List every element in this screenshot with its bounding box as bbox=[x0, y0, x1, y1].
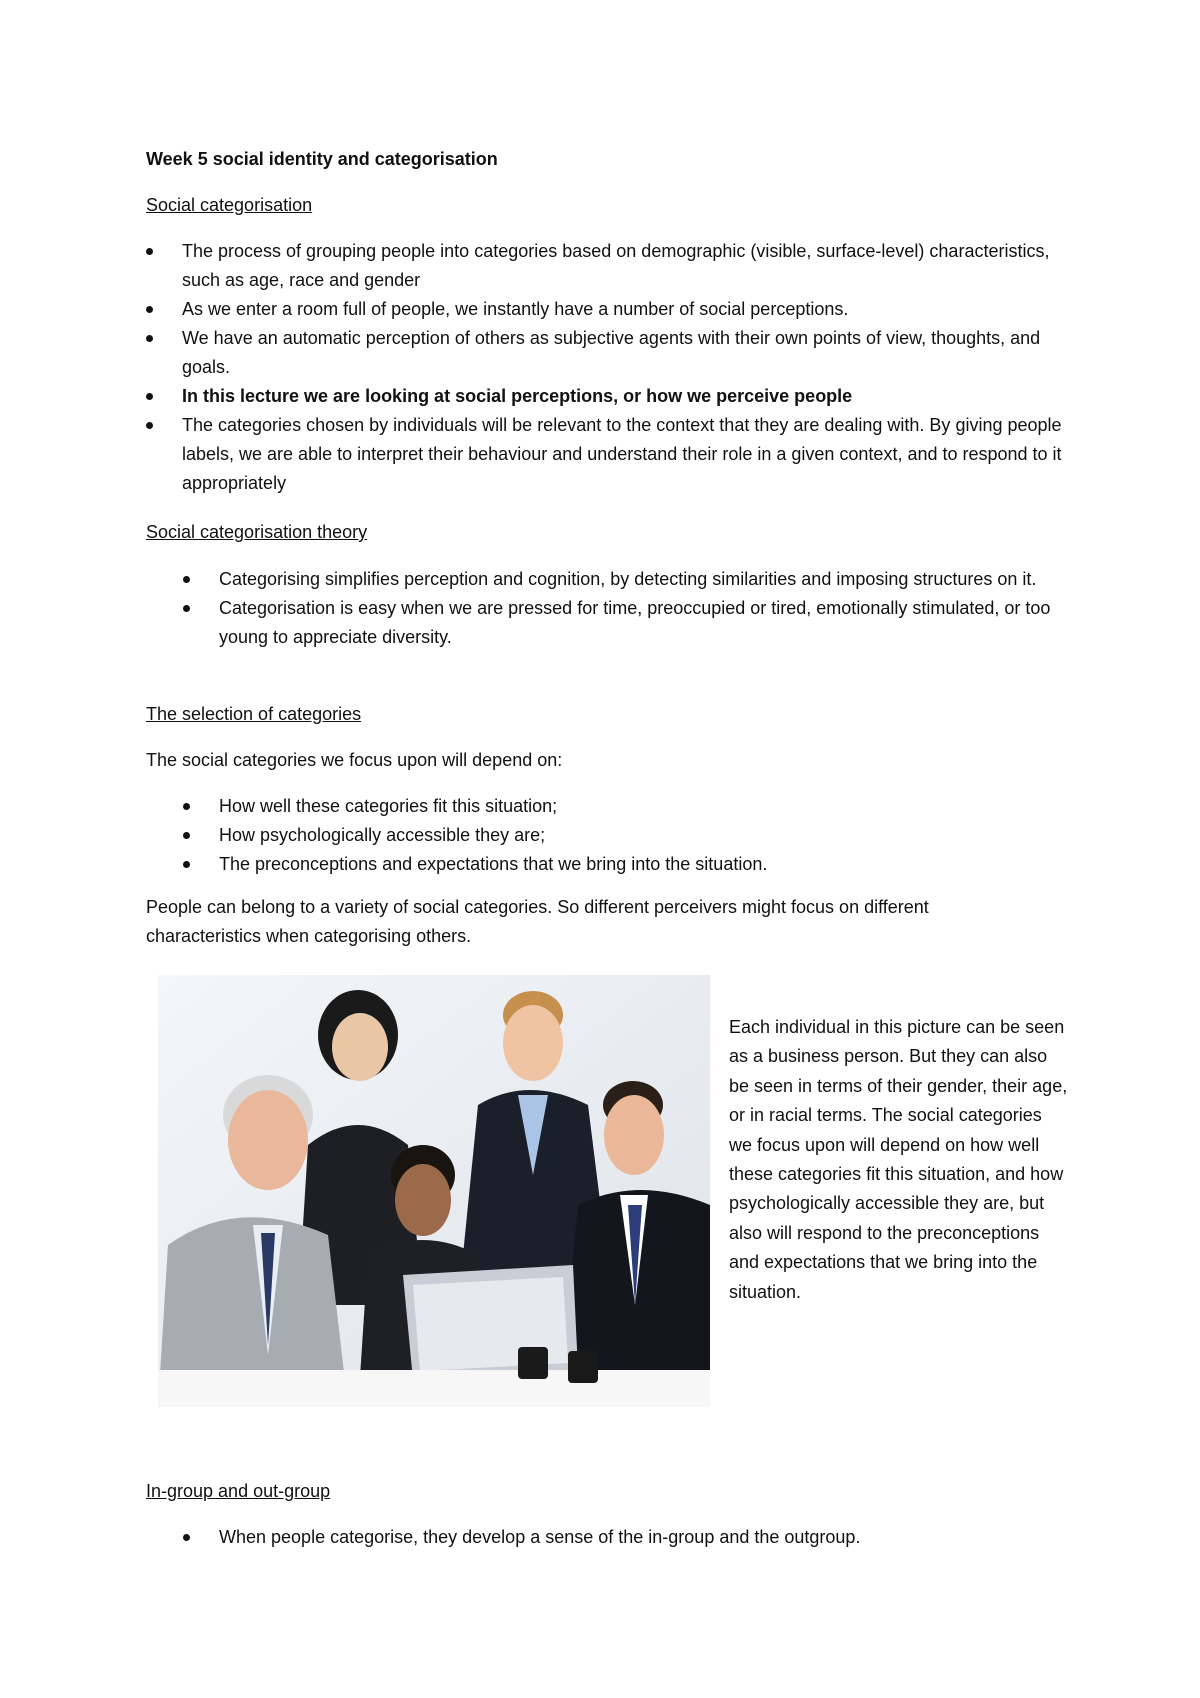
bullet-icon bbox=[183, 576, 190, 583]
bullet-icon bbox=[146, 306, 153, 313]
selection-intro: The social categories we focus upon will depend on: bbox=[146, 750, 563, 770]
list-item: We have an automatic perception of others as subjective agents with their own points of view, thoughts, and goals. bbox=[146, 324, 1076, 382]
ingroup-list bbox=[183, 1523, 1063, 1552]
bullet-icon bbox=[146, 393, 153, 400]
list-item: Categorising simplifies perception and cognition, by detecting similarities and imposing structures on it. bbox=[183, 565, 1063, 594]
list-item: The process of grouping people into categories based on demographic (visible, surface-level) characteristics, such as age, race and gender bbox=[146, 237, 1076, 295]
bullet-icon bbox=[183, 1534, 190, 1541]
document-title: Week 5 social identity and categorisation bbox=[146, 149, 498, 169]
bullet-icon bbox=[146, 422, 153, 429]
list-item: In this lecture we are looking at social perceptions, or how we perceive people bbox=[146, 382, 1076, 411]
bullet-icon bbox=[183, 803, 190, 810]
list-item: When people categorise, they develop a sense of the in-group and the outgroup. bbox=[183, 1523, 1063, 1552]
list-item: How well these categories fit this situation; bbox=[183, 792, 1063, 821]
list-item: The categories chosen by individuals will be relevant to the context that they are dealing with. By giving people labels, we are able to interpret their behaviour and understand their role in a given context, and to respond to it appropriately bbox=[146, 411, 1076, 498]
list-item: How psychologically accessible they are; bbox=[183, 821, 1063, 850]
photo-illustration bbox=[158, 975, 710, 1407]
list-item: Categorisation is easy when we are pressed for time, preoccupied or tired, emotionally stimulated, or too young to appreciate diversity. bbox=[183, 594, 1063, 652]
bullet-icon bbox=[146, 248, 153, 255]
selection-paragraph-line-2: characteristics when categorising others. bbox=[146, 926, 472, 946]
bullet-icon bbox=[183, 605, 190, 612]
heading-social-categorisation-theory: Social categorisation theory bbox=[146, 522, 368, 542]
list-item: The preconceptions and expectations that we bring into the situation. bbox=[183, 850, 1063, 879]
heading-in-group-out-group: In-group and out-group bbox=[146, 1481, 331, 1501]
business-people-photo bbox=[158, 975, 710, 1407]
heading-selection-of-categories: The selection of categories bbox=[146, 704, 362, 724]
heading-social-categorisation: Social categorisation bbox=[146, 195, 313, 215]
photo-caption: Each individual in this picture can be seen as a business person. But they can also be seen in terms of their gender, their age, or in racial terms. The social categories we focus upon will depend on how well these categories fit this situation, and how psychologically accessible they are, but also will respond to the preconceptions and expectations that we bring into the situation. bbox=[729, 1017, 1068, 1302]
theory-list bbox=[183, 565, 1063, 652]
bullet-icon bbox=[146, 335, 153, 342]
selection-list bbox=[183, 792, 1063, 879]
selection-paragraph-line-1: People can belong to a variety of social categories. So different perceivers might focus on different bbox=[146, 897, 929, 917]
bullet-icon bbox=[183, 861, 190, 868]
list-item: As we enter a room full of people, we instantly have a number of social perceptions. bbox=[146, 295, 1076, 324]
social-categorisation-list bbox=[146, 237, 1076, 498]
bullet-icon bbox=[183, 832, 190, 839]
